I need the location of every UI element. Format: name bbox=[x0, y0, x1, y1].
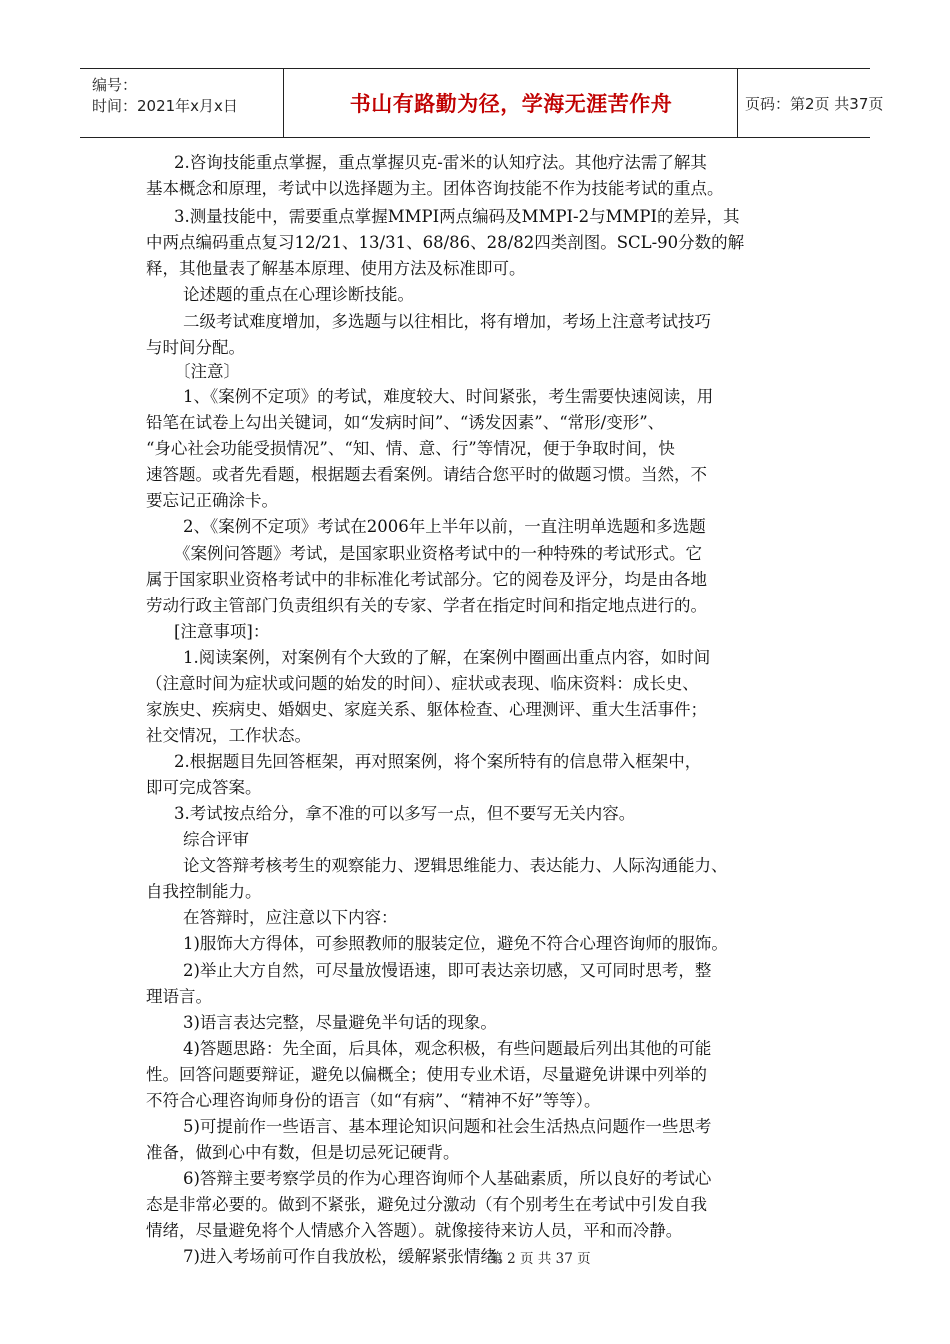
body-line: 1.阅读案例，对案例有个大致的了解，在案例中圈画出重点内容，如时间 bbox=[183, 648, 711, 667]
body-line: 要忘记正确涂卡。 bbox=[146, 491, 278, 510]
body-line: 《案例问答题》考试，是国家职业资格考试中的一种特殊的考试形式。它 bbox=[174, 544, 702, 563]
body-line: 家族史、疾病史、婚姻史、家庭关系、躯体检查、心理测评、重大生活事件； bbox=[146, 700, 707, 719]
header-motto-cell bbox=[285, 69, 738, 137]
body-line: 二级考试难度增加，多选题与以往相比，将有增加，考场上注意考试技巧 bbox=[183, 312, 711, 331]
body-line: 2)举止大方自然，可尽量放慢语速，即可表达亲切感，又可同时思考，整 bbox=[183, 961, 712, 980]
body-line: [注意事项]： bbox=[174, 622, 270, 641]
body-line: 中两点编码重点复习12/21、13/31、68/86、28/82四类剖图。SCL-90分数的解 bbox=[146, 233, 745, 252]
header-motto: 书山有路勤为径，学海无涯苦作舟 bbox=[349, 92, 673, 116]
body-line: 劳动行政主管部门负责组织有关的专家、学者在指定时间和指定地点进行的。 bbox=[146, 596, 707, 615]
body-line: 3.考试按点给分，拿不准的可以多写一点，但不要写无关内容。 bbox=[174, 804, 636, 823]
header-page-number: 页码：第2页 共37页 bbox=[745, 94, 884, 113]
body-line: 理语言。 bbox=[146, 987, 212, 1006]
body-line: 7)进入考场前可作自我放松，缓解紧张情绪。 bbox=[183, 1247, 514, 1266]
body-line: 铅笔在试卷上勾出关键词，如“发病时间”、“诱发因素”、“常形/变形”、 bbox=[146, 413, 665, 432]
body-line: “身心社会功能受损情况”、“知、情、意、行”等情况，便于争取时间，快 bbox=[146, 439, 675, 458]
document-code-label: 编号： bbox=[92, 76, 138, 94]
body-line: （注意时间为症状或问题的始发的时间）、症状或表现、临床资料：成长史、 bbox=[146, 674, 699, 693]
body-line: 即可完成答案。 bbox=[146, 778, 262, 797]
body-line: 在答辩时，应注意以下内容： bbox=[183, 908, 398, 927]
body-line: 5)可提前作一些语言、基本理论知识问题和社会生活热点问题作一些思考 bbox=[183, 1117, 712, 1136]
body-line: 论述题的重点在心理诊断技能。 bbox=[183, 285, 414, 304]
document-date-label: 时间：2021年x月x日 bbox=[92, 97, 238, 115]
body-line: 自我控制能力。 bbox=[146, 882, 262, 901]
body-line: 态是非常必要的。做到不紧张，避免过分激动（有个别考生在考试中引发自我 bbox=[146, 1195, 707, 1214]
header-page-cell bbox=[739, 69, 884, 137]
body-line: 速答题。或者先看题，根据题去看案例。请结合您平时的做题习惯。当然，不 bbox=[146, 465, 707, 484]
body-line: 属于国家职业资格考试中的非标准化考试部分。它的阅卷及评分，均是由各地 bbox=[146, 570, 707, 589]
body-line: 释，其他量表了解基本原理、使用方法及标准即可。 bbox=[146, 259, 526, 278]
body-line: 准备，做到心中有数，但是切忌死记硬背。 bbox=[146, 1143, 460, 1162]
body-line: 性。回答问题要辩证，避免以偏概全；使用专业术语，尽量避免讲课中列举的 bbox=[146, 1065, 707, 1084]
body-line: 基本概念和原理，考试中以选择题为主。团体咨询技能不作为技能考试的重点。 bbox=[146, 179, 724, 198]
body-line: 不符合心理咨询师身份的语言（如“有病”、“精神不好”等等）。 bbox=[146, 1091, 601, 1110]
body-line: 4)答题思路：先全面，后具体，观念积极，有些问题最后列出其他的可能 bbox=[183, 1039, 712, 1058]
body-line: 1、《案例不定项》的考试，难度较大、时间紧张，考生需要快速阅读，用 bbox=[183, 387, 714, 406]
body-line: 与时间分配。 bbox=[146, 338, 245, 357]
body-line: 3.测量技能中，需要重点掌握MMPI两点编码及MMPI-2与MMPI的差异，其 bbox=[174, 207, 740, 226]
body-line: 2.根据题目先回答框架，再对照案例，将个案所特有的信息带入框架中， bbox=[174, 752, 702, 771]
body-line: 3)语言表达完整，尽量避免半句话的现象。 bbox=[183, 1013, 497, 1032]
header-meta-cell bbox=[80, 69, 284, 137]
footer-page-number: 第 2 页 共 37 页 bbox=[489, 1251, 591, 1267]
body-line: 1)服饰大方得体，可参照教师的服装定位，避免不符合心理咨询师的服饰。 bbox=[183, 934, 728, 953]
page-header bbox=[80, 68, 884, 138]
body-line: 2.咨询技能重点掌握，重点掌握贝克-雷米的认知疗法。其他疗法需了解其 bbox=[174, 153, 707, 172]
page-footer bbox=[0, 1247, 950, 1267]
body-line: 社交情况，工作状态。 bbox=[146, 726, 311, 745]
body-line: 6)答辩主要考察学员的作为心理咨询师个人基础素质，所以良好的考试心 bbox=[183, 1169, 712, 1188]
body-line: 论文答辩考核考生的观察能力、逻辑思维能力、表达能力、人际沟通能力、 bbox=[183, 856, 728, 875]
body-line: 〔注意〕 bbox=[174, 362, 240, 381]
body-line: 2、《案例不定项》考试在2006年上半年以前，一直注明单选题和多选题 bbox=[183, 517, 706, 536]
body-line: 情绪，尽量避免将个人情感介入答题）。就像接待来访人员，平和而冷静。 bbox=[146, 1221, 683, 1240]
body-line: 综合评审 bbox=[183, 830, 249, 849]
